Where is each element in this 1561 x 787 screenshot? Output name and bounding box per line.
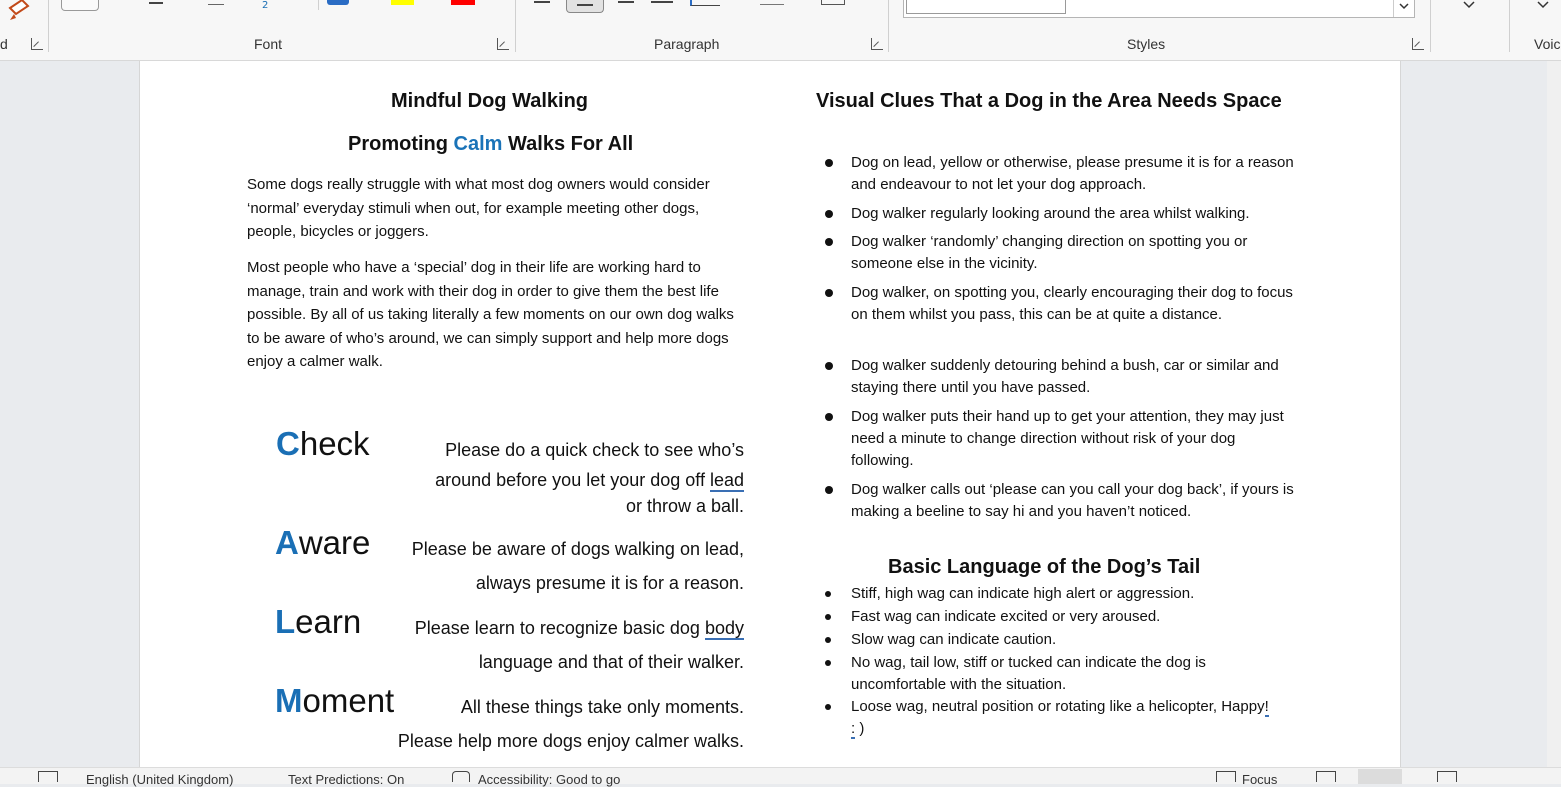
bullet-icon [825,660,831,666]
group-font-label: Font [254,36,283,52]
list-item-text: Dog walker suddenly detouring behind a bush, car or similar and staying there until you have passed. [851,357,1279,396]
list-item [851,583,1301,605]
styles-launcher-icon[interactable] [1412,38,1424,50]
ribbon [0,0,1561,61]
clipboard-launcher-icon[interactable] [31,38,43,50]
spelling-underline-punct[interactable]: ! : [851,698,1269,737]
aware-line-1: Please be aware of dogs walking on lead, [411,539,744,559]
bullet-icon [825,210,833,218]
vertical-scrollbar[interactable] [1547,61,1561,767]
superscript-icon[interactable]: 2 [262,0,269,11]
acrostic-word-learn [275,603,361,641]
divider [515,0,516,52]
moment-line-1: All these things take only moments. [460,697,744,717]
align-center-button[interactable] [566,0,604,13]
document-page[interactable] [139,61,1401,767]
format-painter-icon[interactable] [6,0,34,22]
acrostic-rest: heck [299,425,370,462]
acrostic-cap: A [275,524,299,561]
acrostic-rest: ware [298,524,371,561]
list-item-text: Dog walker, on spotting you, clearly encouraging their dog to focus on them whilst you pass, this can be at quite a distance. [851,284,1293,323]
bullet-icon [825,591,831,597]
divider [318,0,319,10]
group-paragraph-label: Paragraph [654,36,720,52]
subtitle-pre: Promoting [348,133,454,155]
acrostic-cap: C [276,425,300,462]
text-effects-icon[interactable] [327,0,349,5]
justify-icon[interactable] [651,1,673,3]
shading-icon[interactable] [760,0,784,5]
list-item-text: Dog on lead, yellow or otherwise, please presume it is for a reason and endeavour to not let your dog approach. [851,154,1294,193]
bullet-icon [825,362,833,370]
list-item-text-end: ) [855,720,865,737]
list-item [851,355,1301,399]
list-item [851,406,1301,472]
align-left-icon[interactable] [534,1,550,3]
list-item [851,231,1301,275]
list-item-text: Dog walker calls out ‘please can you call your dog back’, if yours is making a beeline to say hi and you haven’t noticed. [851,481,1294,520]
clear-formatting-button[interactable] [61,0,99,11]
chevron-down-icon [1399,3,1409,10]
list-item-text: Dog walker regularly looking around the area whilst walking. [851,205,1250,222]
divider [1430,0,1431,52]
aware-line-2: always presume it is for a reason. [475,573,744,593]
document-area [0,61,1561,767]
editing-chevron-down-icon[interactable] [1463,1,1475,9]
group-styles-label: Styles [1127,36,1166,52]
acrostic-word-aware [275,524,370,562]
web-layout-view-icon[interactable] [1437,771,1457,782]
font-color-icon[interactable] [451,0,475,5]
read-mode-view-icon[interactable] [1316,771,1336,782]
list-item [851,282,1301,326]
check-line-2-text: around before you let your dog off [435,470,710,490]
list-item [851,696,1271,740]
bullet-icon [825,614,831,620]
divider [1509,0,1510,52]
acrostic-cap: L [275,603,296,640]
bullet-icon [825,289,833,297]
focus-icon [1216,771,1236,782]
learn-line-1-text: Please learn to recognize basic dog [414,618,705,638]
styles-gallery-more-button[interactable] [1393,0,1414,17]
divider [48,0,49,52]
list-item-text: Slow wag can indicate caution. [851,631,1057,648]
bullet-icon [825,159,833,167]
doc-title: Mindful Dog Walking [391,90,589,112]
list-item-text: Dog walker puts their hand up to get your attention, they may just need a minute to change direction without risk of your dog following. [851,408,1284,469]
list-item-text: Dog walker ‘randomly’ changing direction on spotting you or someone else in the vicinity. [851,233,1248,272]
acrostic-rest: oment [302,682,395,719]
status-bar [0,767,1561,787]
paragraph-launcher-icon[interactable] [871,38,883,50]
read-mode-icon[interactable] [38,771,58,782]
list-item-text: Fast wag can indicate excited or very aroused. [851,608,1161,625]
font-launcher-icon[interactable] [497,38,509,50]
language-status[interactable]: English (United Kingdom) [86,772,234,787]
tail-heading: Basic Language of the Dog’s Tail [888,556,1201,578]
learn-line-2: language and that of their walker. [478,652,744,672]
bullet-icon [825,413,833,421]
acrostic-word-moment [275,682,394,720]
check-line-1: Please do a quick check to see who’s [445,440,744,460]
bullet-icon [825,704,831,710]
group-voice-label: Voic [1534,36,1561,52]
bullet-icon [825,486,833,494]
spelling-underline-body[interactable]: body [704,618,744,638]
acrostic-rest: earn [295,603,362,640]
doc-subtitle [348,133,633,156]
strikethrough-icon[interactable] [149,2,163,4]
list-item-text: Stiff, high wag can indicate high alert or aggression. [851,585,1195,602]
style-normal-tile[interactable] [906,0,1066,14]
highlight-color-icon[interactable] [391,0,414,5]
subtitle-post: Walks For All [502,133,634,155]
list-item [851,606,1301,628]
accessibility-icon [452,771,470,782]
divider [888,0,889,52]
list-item-text: Loose wag, neutral position or rotating like a helicopter, Happy [851,698,1265,715]
subtitle-accent: Calm [453,133,503,155]
list-item-text: No wag, tail low, stiff or tucked can indicate the dog is uncomfortable with the situation. [851,654,1206,693]
focus-button[interactable]: Focus [1242,772,1278,787]
acrostic-word-check [276,425,370,463]
bullet-icon [825,637,831,643]
list-item [851,203,1301,225]
line-spacing-icon[interactable] [690,0,720,6]
check-line-3: or throw a ball. [625,496,744,516]
list-item [851,652,1271,696]
accessibility-status[interactable]: Accessibility: Good to go [478,772,621,787]
styles-gallery[interactable] [903,0,1415,18]
predictions-status[interactable]: Text Predictions: On [288,772,405,787]
bullet-icon [825,238,833,246]
intro-paragraph-1: Some dogs really struggle with what most dog owners would consider ‘normal’ everyday stimuli when out, for example meeting other dogs, people, bicycles or joggers. [247,176,710,240]
intro-paragraph-2: Most people who have a ‘special’ dog in their life are working hard to manage, train and work with their dog in order to give them the best life possible. By all of us taking literally a few moments on our own dog walks to be aware of who’s around, we can simply support and help more dogs enjoy a calmer walk. [247,259,734,370]
list-item [851,152,1301,196]
learn-line-1 [415,618,744,639]
dictate-chevron-down-icon[interactable] [1537,1,1549,9]
check-line-2 [435,470,744,491]
align-right-icon[interactable] [618,1,634,3]
list-item [851,479,1301,523]
visual-clues-heading: Visual Clues That a Dog in the Area Needs Space [816,90,1282,112]
group-clipboard-label: d [0,36,8,52]
borders-icon[interactable] [821,0,845,5]
moment-line-2: Please help more dogs enjoy calmer walks. [397,731,744,751]
list-item [851,629,1301,651]
spelling-underline-lead[interactable]: lead [709,470,744,490]
acrostic-cap: M [275,682,303,719]
subscript-icon[interactable] [208,0,224,5]
print-layout-view-icon[interactable] [1358,769,1402,784]
